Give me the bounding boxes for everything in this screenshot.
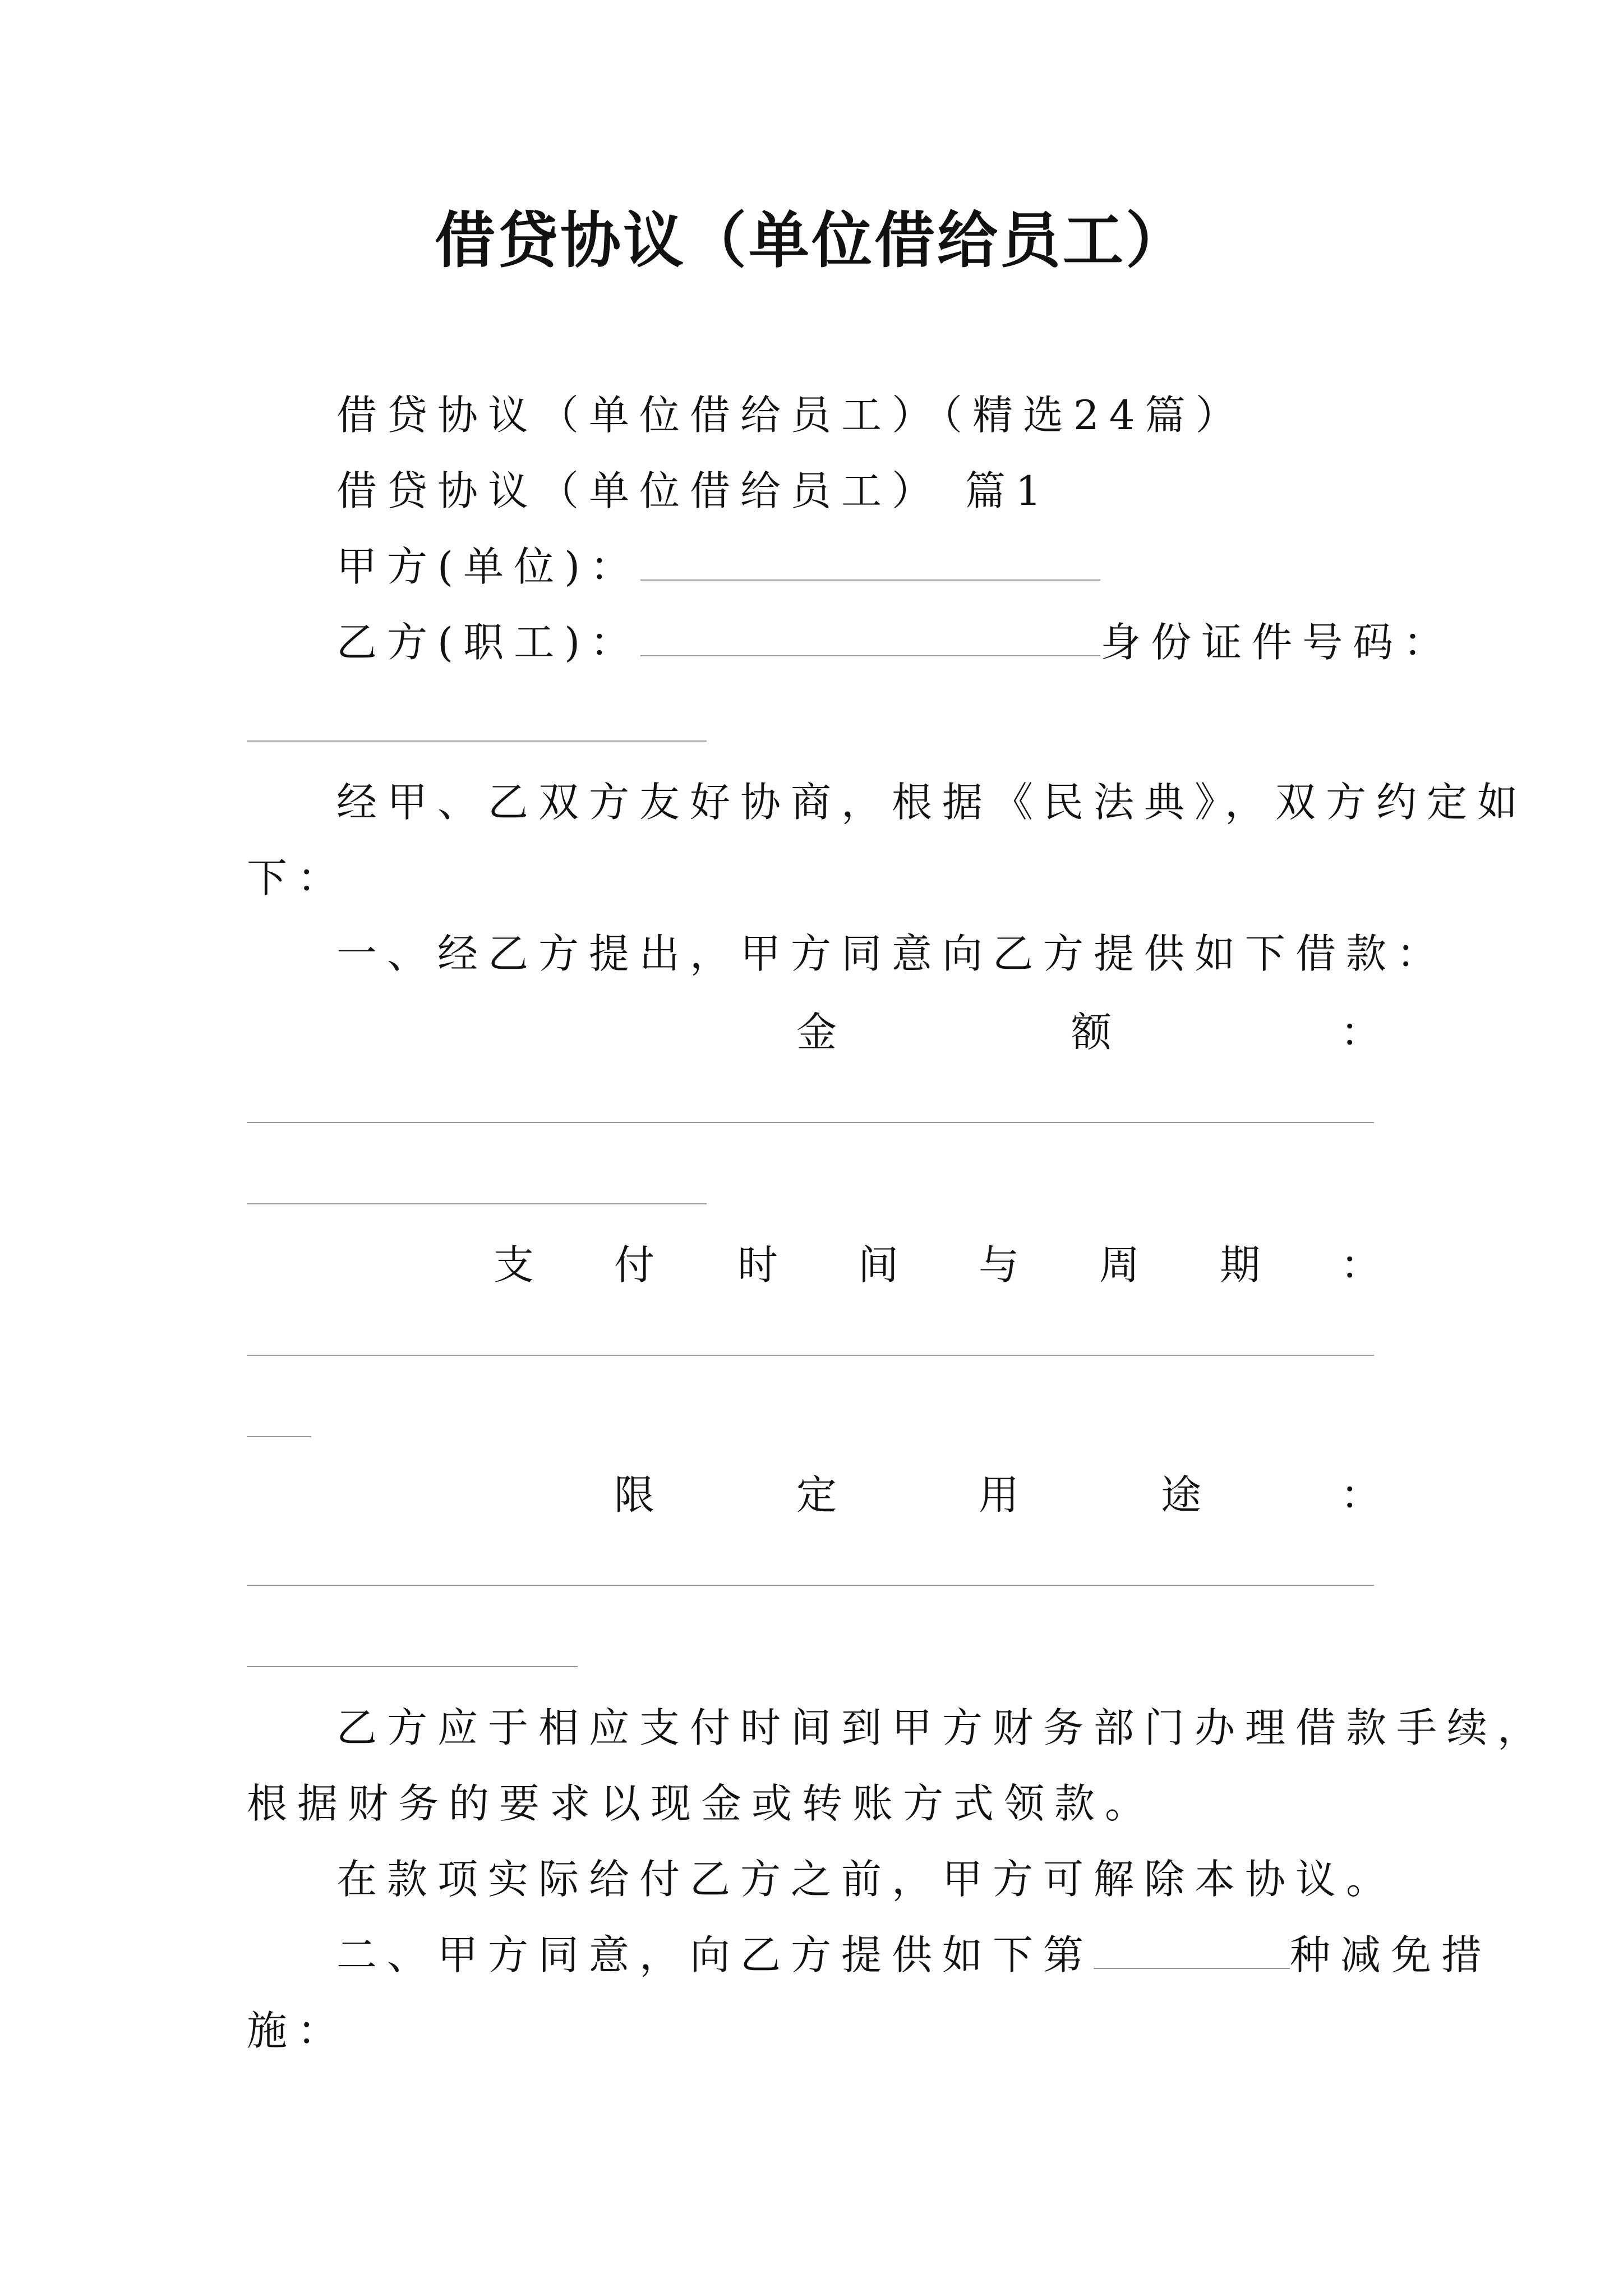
document-title: 借贷协议（单位借给员工） [434, 206, 1188, 276]
amount-blank-line-1 [247, 1122, 1374, 1123]
purpose-blank-line-2 [247, 1666, 578, 1667]
clause2-part-1: 二、甲方同意，向乙方提供如下第 [336, 1931, 1094, 1978]
section-heading: 借贷协议（单位借给员工） 篇1 [336, 467, 1052, 514]
party-b-blank [640, 616, 1100, 656]
id-label: 身份证件号码： [1100, 619, 1454, 666]
amount-colon: ： [1340, 1009, 1381, 1056]
amount-blank-line-2 [247, 1203, 707, 1204]
id-number-blank [247, 740, 707, 742]
party-a-blank [640, 540, 1100, 581]
clause2-blank [1094, 1929, 1290, 1969]
intro-line-2: 下： [247, 854, 348, 901]
party-a-line [336, 539, 1100, 595]
payment-char-2: 付 [614, 1241, 655, 1289]
purpose-char-2: 定 [796, 1471, 837, 1519]
party-b-label: 乙方(职工)： [336, 619, 641, 666]
payment-blank-line-2 [247, 1436, 311, 1437]
clause2-part-2: 种减免措 [1290, 1931, 1492, 1978]
amount-char-1: 金 [796, 1009, 837, 1056]
purpose-blank-line-1 [247, 1585, 1374, 1586]
payment-blank-line-1 [247, 1355, 1374, 1356]
party-b-line [336, 614, 1454, 670]
procedure-line-2: 根据财务的要求以现金或转账方式领款。 [247, 1780, 1156, 1827]
purpose-char-3: 用 [979, 1471, 1020, 1519]
payment-char-3: 时 [737, 1241, 778, 1289]
procedure-line-1: 乙方应于相应支付时间到甲方财务部门办理借款手续， [336, 1704, 1548, 1751]
purpose-char-4: 途 [1161, 1471, 1202, 1519]
clause2-line-1 [336, 1927, 1492, 1983]
amount-char-2: 额 [1071, 1009, 1112, 1056]
intro-line-1: 经甲、乙双方友好协商，根据《民法典》，双方约定如 [336, 779, 1528, 826]
subtitle-line: 借贷协议（单位借给员工）（精选24篇） [336, 392, 1246, 439]
payment-char-5: 与 [979, 1241, 1020, 1289]
payment-char-4: 间 [858, 1241, 899, 1289]
payment-colon: ： [1340, 1241, 1381, 1289]
payment-char-7: 期 [1220, 1241, 1261, 1289]
party-a-label: 甲方(单位)： [336, 543, 641, 590]
purpose-char-1: 限 [614, 1471, 655, 1519]
clause2-line-2: 施： [247, 2007, 348, 2054]
payment-char-6: 周 [1099, 1241, 1140, 1289]
payment-char-1: 支 [494, 1241, 534, 1289]
cancel-line: 在款项实际给付乙方之前，甲方可解除本协议。 [336, 1856, 1397, 1903]
clause1-heading: 一、经乙方提出，甲方同意向乙方提供如下借款： [336, 930, 1447, 977]
purpose-colon: ： [1340, 1471, 1381, 1519]
